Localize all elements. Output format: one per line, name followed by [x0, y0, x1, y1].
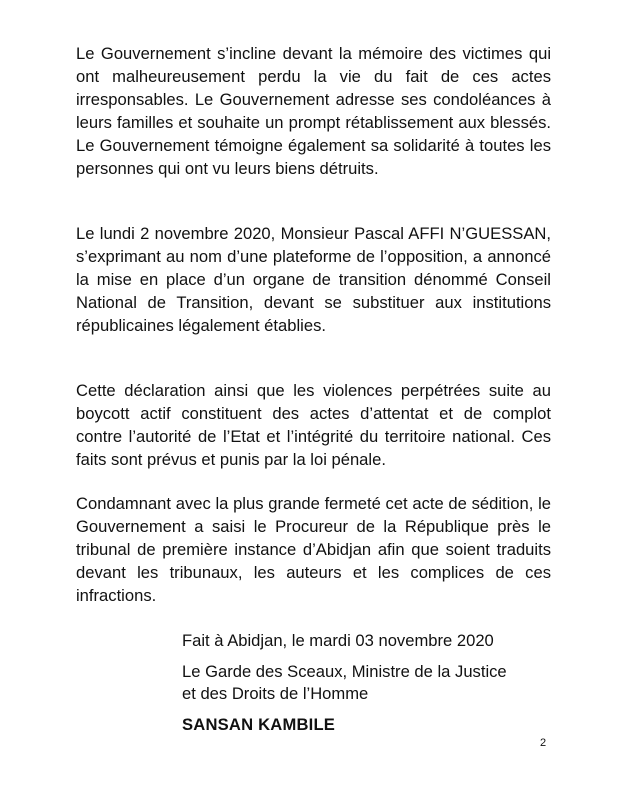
signer-title-line-2: et des Droits de l’Homme [182, 684, 369, 703]
page-number: 2 [540, 737, 547, 749]
paragraph-condolences: Le Gouvernement s’incline devant la mémoire des victimes qui ont malheureusement perdu la vie du fait de ces actes irresponsables. Le Gouvernement adresse ses condoléances à leurs familles et souhaite un prompt rétablissement aux blessés. Le Gouvernement témoigne également sa solidarité à toutes les personnes qui ont vu leurs biens détruits. [76, 44, 551, 178]
paragraph-condemnation: Condamnant avec la plus grande fermeté cet acte de sédition, le Gouvernement a saisi le Procureur de la République près le tribunal de première instance d’Abidjan afin que soient traduits devant les tribunaux, les auteurs et les complices de ces infractions. [76, 494, 551, 605]
paragraph-announcement: Le lundi 2 novembre 2020, Monsieur Pascal AFFI N’GUESSAN, s’exprimant au nom d’une plateforme de l’opposition, a annoncé la mise en place d’un organe de transition dénommé Conseil National de Transition, devant se substituer aux institutions républicaines légalement établies. [76, 224, 551, 335]
paragraph-declaration: Cette déclaration ainsi que les violences perpétrées suite au boycott actif constituent des actes d’attentat et de complot contre l’autorité de l’Etat et l’intégrité du territoire national. Ces faits sont prévus et punis par la loi pénale. [76, 381, 551, 469]
signer-title-line-1: Le Garde des Sceaux, Ministre de la Justice [182, 662, 507, 681]
signer-name: SANSAN KAMBILE [182, 715, 336, 734]
signer-title [182, 661, 572, 705]
place-and-date: Fait à Abidjan, le mardi 03 novembre 2020 [182, 631, 494, 650]
